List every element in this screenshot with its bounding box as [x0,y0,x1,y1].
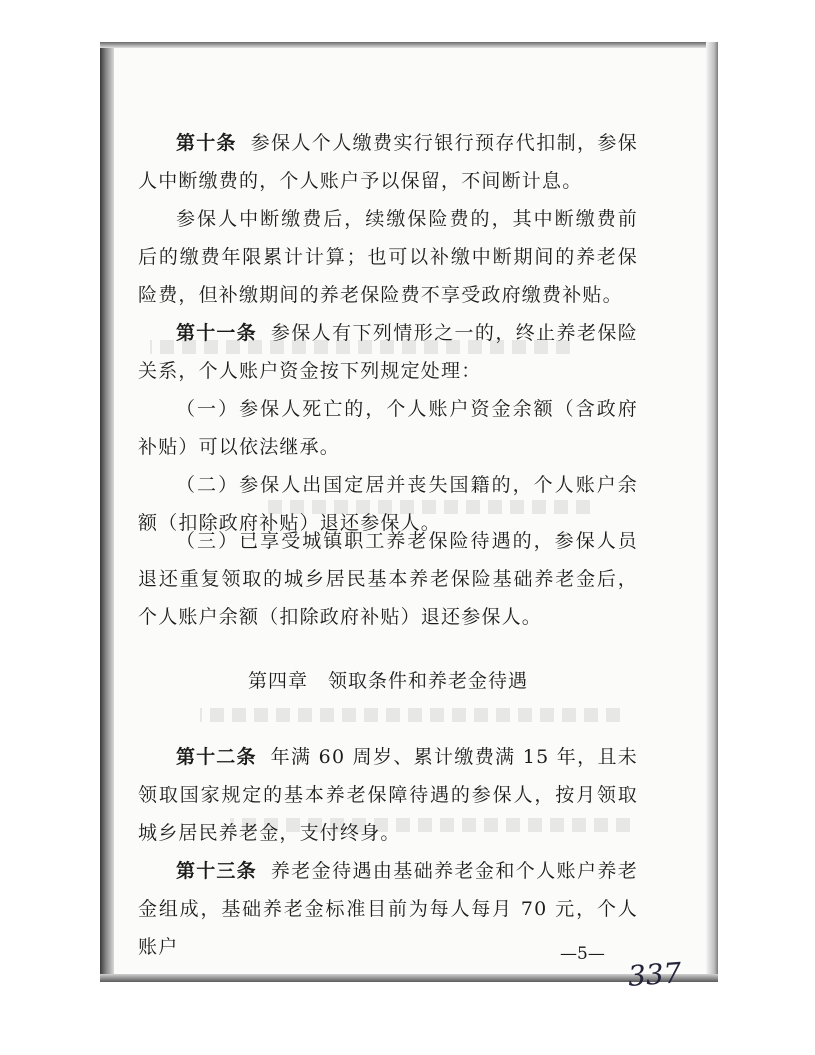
scan-border-bottom [100,974,718,982]
article-11-item-3: （三）已享受城镇职工养老保险待遇的，参保人员退还重复领取的城乡居民基本养老保险基础养老金后，个人账户余额（扣除政府补贴）退还参保人。 [138,530,638,628]
article-12-paragraph [138,738,638,852]
article-10-paragraph-2: 参保人中断缴费后，续缴保险费的，其中断缴费前后的缴费年限累计计算；也可以补缴中断期间的养老保险费，但补缴期间的养老保险费不享受政府缴费补贴。 [138,208,638,306]
article-10-paragraph [138,124,638,200]
article-10-text: 参保人个人缴费实行银行预存代扣制，参保人中断缴费的，个人账户予以保留，不间断计息。 [138,132,638,192]
article-11-item-1: （一）参保人死亡的，个人账户资金余额（含政府补贴）可以依法继承。 [138,398,638,458]
article-12-label: 第十二条 [176,746,257,768]
article-11-label: 第十一条 [176,322,257,344]
bleed-through-texture [200,708,620,722]
page-number: —5— [560,944,605,964]
article-12-text: 年满 60 周岁、累计缴费满 15 年，且未领取国家规定的基本养老保障待遇的参保人，按月领取城乡居民养老金，支付终身。 [138,746,638,844]
scan-border-left [100,42,114,980]
article-11-paragraph [138,314,638,390]
scan-border-right [706,42,718,980]
article-11-text: 参保人有下列情形之一的，终止养老保险关系，个人账户资金按下列规定处理： [138,322,638,382]
article-11-item-2: （二）参保人出国定居并丧失国籍的，个人账户余额（扣除政府补贴）退还参保人。 [138,474,638,534]
handwritten-page-number: 337 [626,956,683,993]
article-13-label: 第十三条 [176,860,257,882]
article-10-label: 第十条 [176,132,237,154]
chapter-heading: 第四章 领取条件和养老金待遇 [247,670,528,692]
article-13-text: 养老金待遇由基础养老金和个人账户养老金组成，基础养老金标准目前为每人每月 70 元，个人账户 [138,860,638,958]
